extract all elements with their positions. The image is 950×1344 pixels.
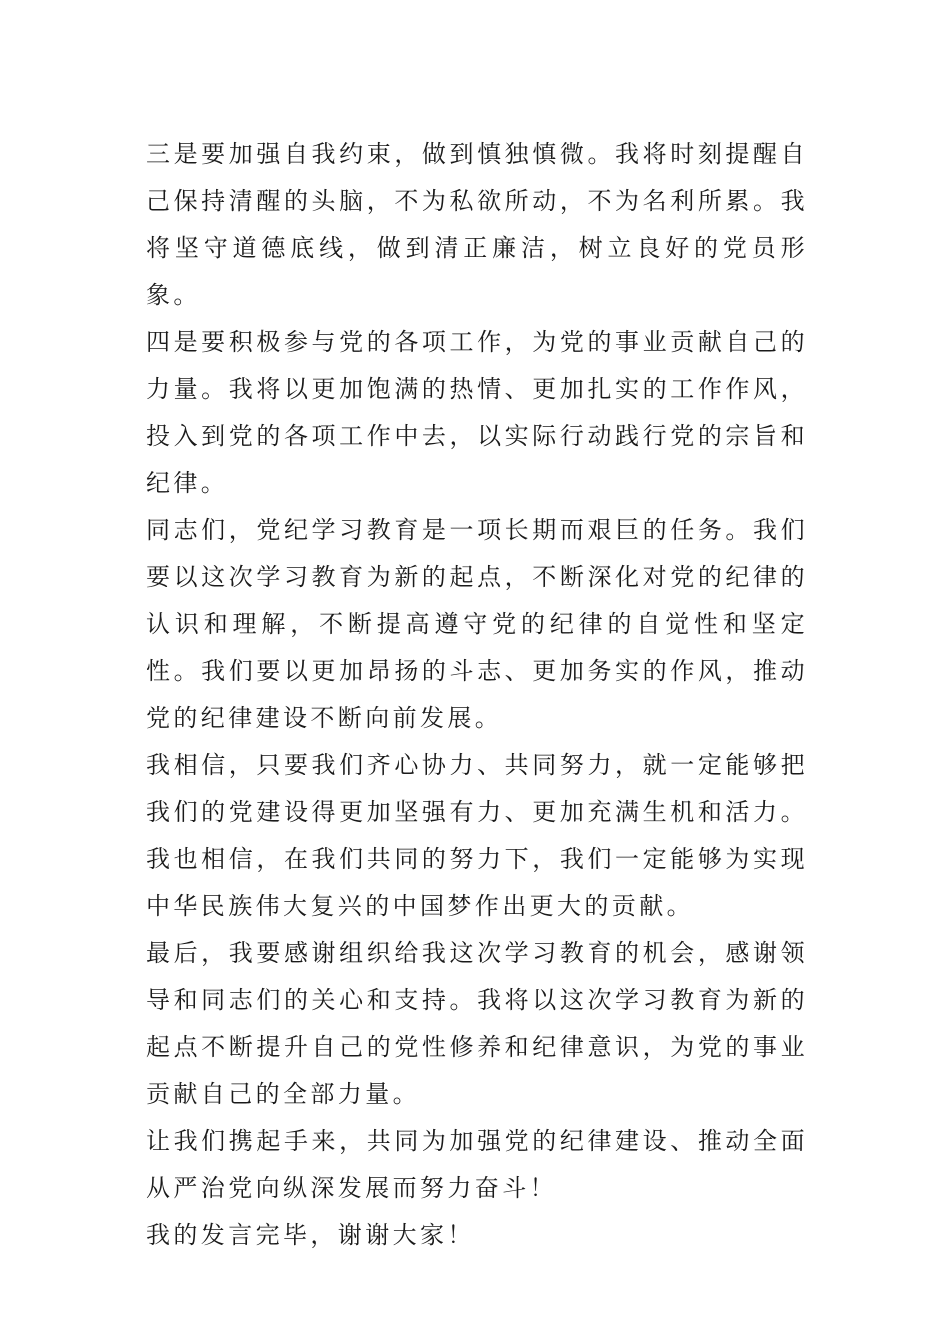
paragraph-call-to-action: 让我们携起手来，共同为加强党的纪律建设、推动全面从严治党向纵深发展而努力奋斗！: [146, 1127, 808, 1202]
paragraph-self-discipline: 三是要加强自我约束，做到慎独慎微。我将时刻提醒自己保持清醒的头脑，不为私欲所动，不为名利所累。我将坚守道德底线，做到清正廉洁，树立良好的党员形象。: [146, 140, 808, 309]
document-body: [146, 131, 808, 1259]
paragraph-thanks: 最后，我要感谢组织给我这次学习教育的机会，感谢领导和同志们的关心和支持。我将以这次学习教育为新的起点不断提升自己的党性修养和纪律意识，为党的事业贡献自己的全部力量。: [146, 939, 808, 1108]
paragraph-belief: 我相信，只要我们齐心协力、共同努力，就一定能够把我们的党建设得更加坚强有力、更加充满生机和活力。我也相信，在我们共同的努力下，我们一定能够为实现中华民族伟大复兴的中国梦作出更大的贡献。: [146, 751, 808, 920]
paragraph-participation: 四是要积极参与党的各项工作，为党的事业贡献自己的力量。我将以更加饱满的热情、更加扎实的工作作风，投入到党的各项工作中去，以实际行动践行党的宗旨和纪律。: [146, 328, 808, 497]
paragraph-comrades: 同志们，党纪学习教育是一项长期而艰巨的任务。我们要以这次学习教育为新的起点，不断深化对党的纪律的认识和理解，不断提高遵守党的纪律的自觉性和坚定性。我们要以更加昂扬的斗志、更加务实的作风，推动党的纪律建设不断向前发展。: [146, 516, 808, 732]
paragraph-closing: 我的发言完毕，谢谢大家！: [146, 1221, 475, 1249]
